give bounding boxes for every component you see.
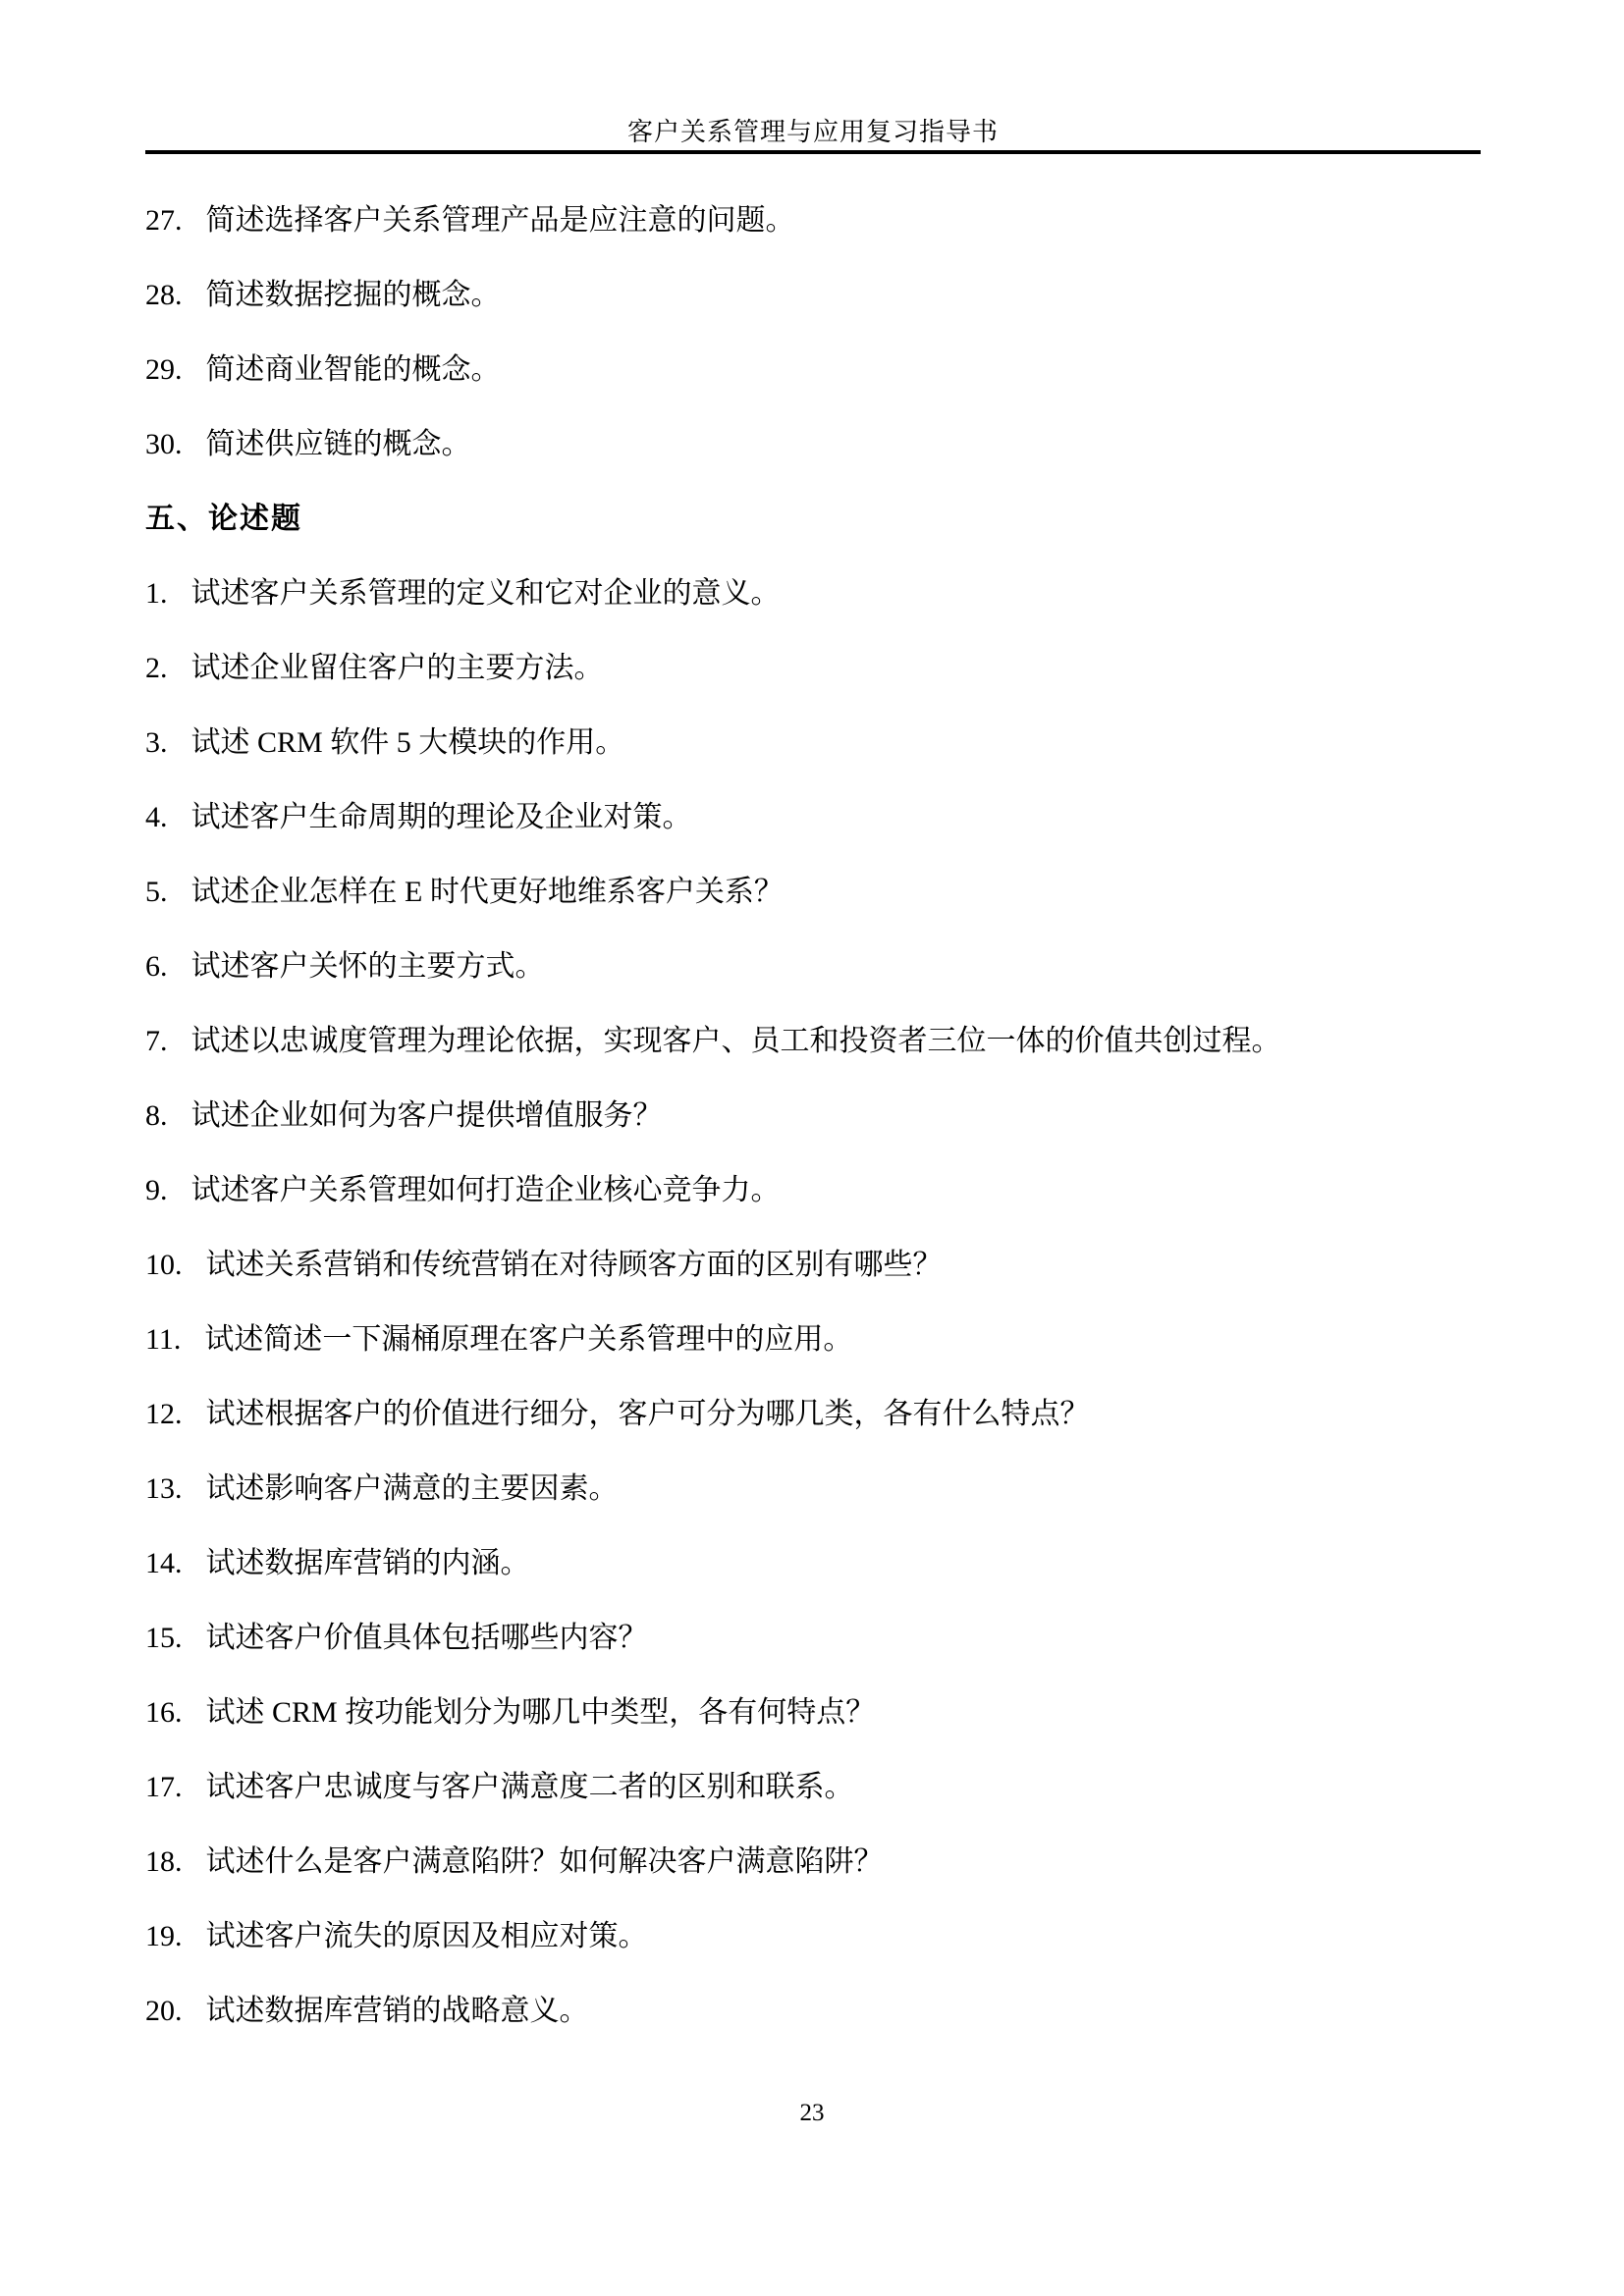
question-text: 试述以忠诚度管理为理论依据，实现客户、员工和投资者三位一体的价值共创过程。 bbox=[190, 1025, 1281, 1057]
question-number: 5. bbox=[145, 876, 168, 908]
question-number: 18. bbox=[145, 1845, 183, 1878]
question-text: 试述什么是客户满意陷阱？如何解决客户满意陷阱？ bbox=[205, 1845, 884, 1878]
question-number: 11. bbox=[145, 1323, 182, 1356]
question-text: 试述影响客户满意的主要因素。 bbox=[205, 1472, 619, 1505]
question-item bbox=[145, 1899, 1481, 1974]
question-item bbox=[145, 1676, 1481, 1750]
question-item bbox=[145, 1750, 1481, 1825]
section-heading-essay: 五、论述题 bbox=[145, 503, 302, 535]
question-item bbox=[145, 1377, 1481, 1452]
question-text: 试述客户关系管理如何打造企业核心竞争力。 bbox=[190, 1174, 781, 1206]
question-number: 27. bbox=[145, 204, 183, 237]
question-number: 10. bbox=[145, 1249, 183, 1281]
question-text: 试述客户生命周期的理论及企业对策。 bbox=[190, 801, 692, 833]
question-text: 试述 CRM 软件 5 大模块的作用。 bbox=[190, 726, 625, 759]
question-number: 2. bbox=[145, 652, 168, 684]
question-item bbox=[145, 407, 1481, 482]
question-number: 16. bbox=[145, 1696, 183, 1729]
question-text: 试述简述一下漏桶原理在客户关系管理中的应用。 bbox=[204, 1323, 853, 1356]
question-text: 简述商业智能的概念。 bbox=[205, 353, 501, 386]
question-item bbox=[145, 706, 1481, 780]
question-number: 19. bbox=[145, 1920, 183, 1952]
question-item bbox=[145, 557, 1481, 631]
question-item bbox=[145, 1452, 1481, 1526]
essay-question-list bbox=[145, 557, 1481, 2049]
question-text: 试述企业留住客户的主要方法。 bbox=[190, 652, 604, 684]
question-text: 简述数据挖掘的概念。 bbox=[205, 279, 501, 311]
question-number: 1. bbox=[145, 577, 168, 610]
question-text: 试述关系营销和传统营销在对待顾客方面的区别有哪些？ bbox=[205, 1249, 943, 1281]
question-text: 试述客户价值具体包括哪些内容？ bbox=[205, 1622, 648, 1654]
question-item bbox=[145, 1974, 1481, 2049]
question-number: 6. bbox=[145, 950, 168, 983]
question-item bbox=[145, 258, 1481, 333]
question-number: 14. bbox=[145, 1547, 183, 1579]
question-number: 4. bbox=[145, 801, 168, 833]
question-text: 试述数据库营销的战略意义。 bbox=[205, 1995, 589, 2027]
question-item bbox=[145, 780, 1481, 855]
question-number: 7. bbox=[145, 1025, 168, 1057]
question-text: 试述客户关怀的主要方式。 bbox=[190, 950, 545, 983]
question-text: 试述客户关系管理的定义和它对企业的意义。 bbox=[190, 577, 781, 610]
question-item bbox=[145, 333, 1481, 407]
question-text: 试述客户流失的原因及相应对策。 bbox=[205, 1920, 648, 1952]
question-number: 15. bbox=[145, 1622, 183, 1654]
question-item bbox=[145, 631, 1481, 706]
question-text: 试述数据库营销的内涵。 bbox=[205, 1547, 530, 1579]
question-item bbox=[145, 1825, 1481, 1899]
question-item bbox=[145, 1303, 1481, 1377]
question-text: 简述选择客户关系管理产品是应注意的问题。 bbox=[205, 204, 795, 237]
question-text: 试述根据客户的价值进行细分，客户可分为哪几类，各有什么特点？ bbox=[205, 1398, 1090, 1430]
question-item bbox=[145, 1526, 1481, 1601]
question-item bbox=[145, 1601, 1481, 1676]
page-number: 23 bbox=[799, 2100, 825, 2126]
header-rule bbox=[145, 150, 1481, 154]
question-number: 20. bbox=[145, 1995, 183, 2027]
question-item bbox=[145, 1079, 1481, 1153]
question-number: 3. bbox=[145, 726, 168, 759]
question-item bbox=[145, 1153, 1481, 1228]
question-item bbox=[145, 855, 1481, 930]
page-content bbox=[145, 184, 1481, 2049]
question-number: 30. bbox=[145, 428, 183, 460]
question-item bbox=[145, 184, 1481, 258]
question-number: 12. bbox=[145, 1398, 183, 1430]
question-text: 试述客户忠诚度与客户满意度二者的区别和联系。 bbox=[205, 1771, 854, 1803]
question-number: 29. bbox=[145, 353, 183, 386]
question-text: 简述供应链的概念。 bbox=[205, 428, 471, 460]
question-number: 9. bbox=[145, 1174, 168, 1206]
question-number: 8. bbox=[145, 1099, 168, 1132]
short-answer-list bbox=[145, 184, 1481, 482]
question-item bbox=[145, 1228, 1481, 1303]
header-title: 客户关系管理与应用复习指导书 bbox=[626, 118, 999, 146]
question-number: 28. bbox=[145, 279, 183, 311]
question-item bbox=[145, 930, 1481, 1004]
question-text: 试述 CRM 按功能划分为哪几中类型，各有何特点？ bbox=[205, 1696, 876, 1729]
question-number: 17. bbox=[145, 1771, 183, 1803]
question-item bbox=[145, 1004, 1481, 1079]
question-text: 试述企业如何为客户提供增值服务？ bbox=[190, 1099, 663, 1132]
question-text: 试述企业怎样在 E 时代更好地维系客户关系？ bbox=[190, 876, 784, 908]
question-number: 13. bbox=[145, 1472, 183, 1505]
